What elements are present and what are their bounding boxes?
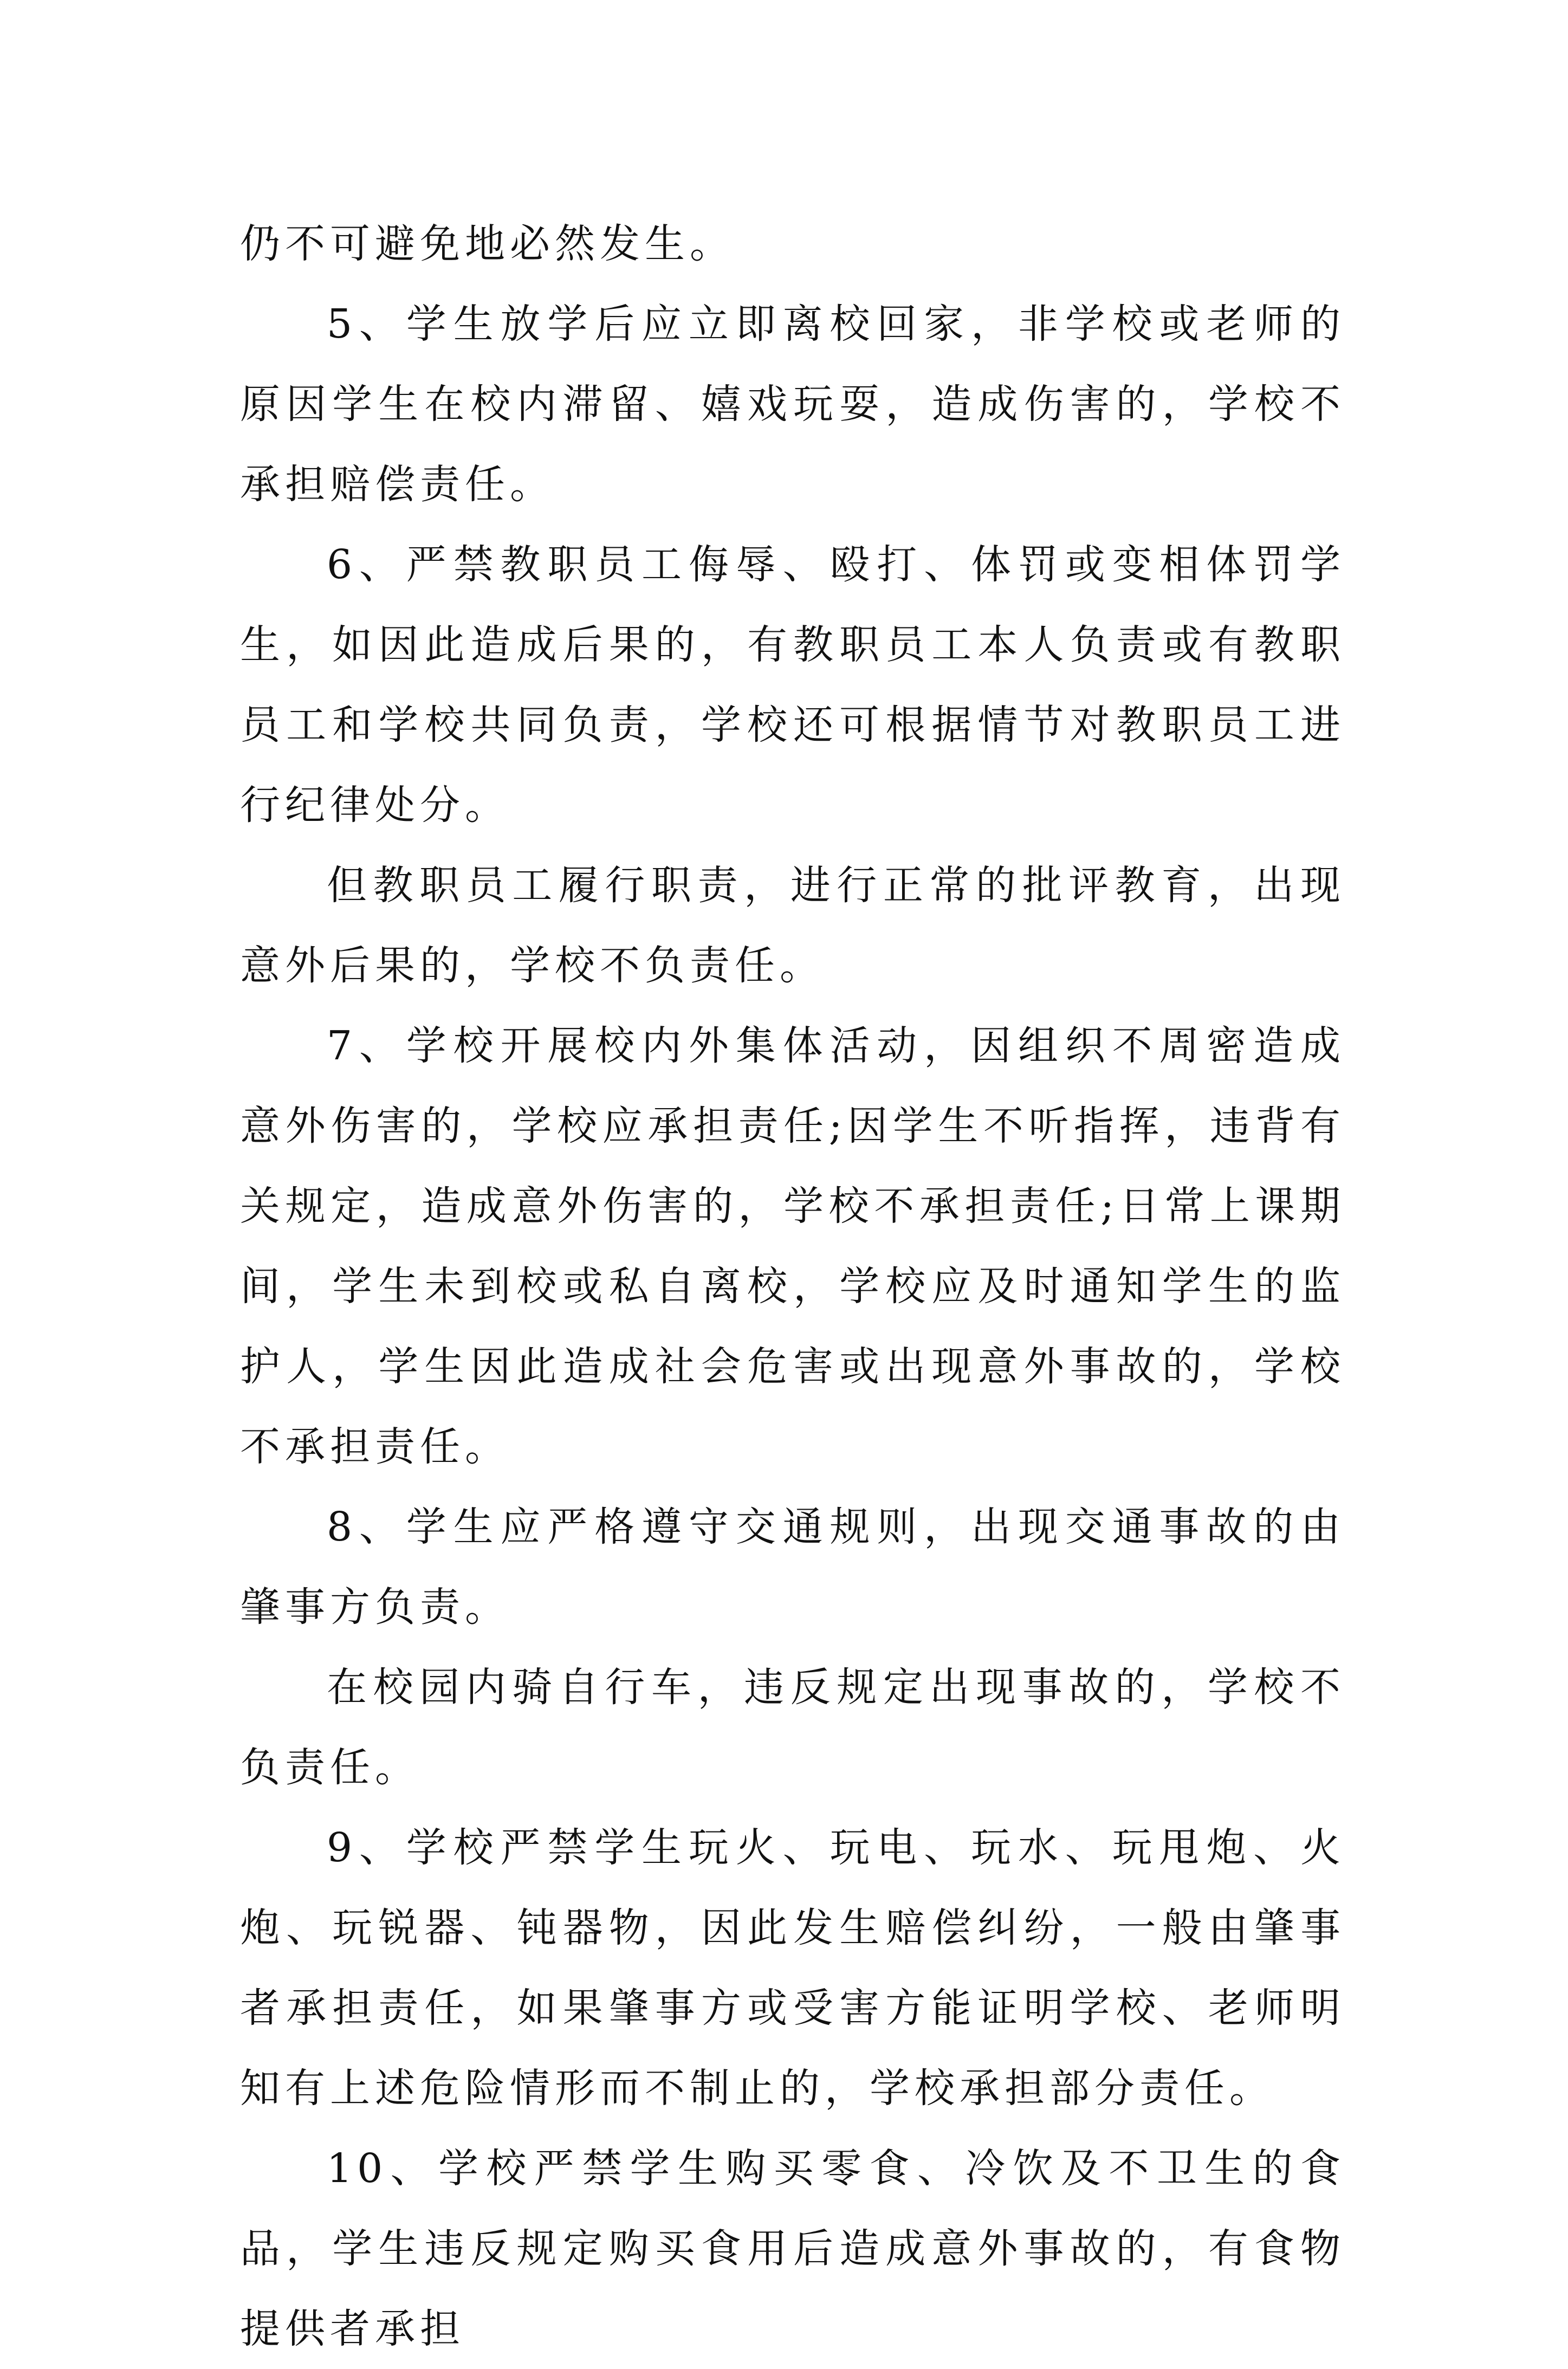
paragraph-item-10: 10、学校严禁学生购买零食、冷饮及不卫生的食品，学生违反规定购买食用后造成意外事故的，有食物提供者承担	[240, 2145, 1345, 2352]
paragraph-item-6: 6、严禁教职员工侮辱、殴打、体罚或变相体罚学生，如因此造成后果的，有教职员工本人负责或有教职员工和学校共同负责，学校还可根据情节对教职员工进行纪律处分。	[240, 541, 1345, 828]
paragraph-item-7: 7、学校开展校内外集体活动，因组织不周密造成意外伤害的，学校应承担责任;因学生不听指挥，违背有关规定，造成意外伤害的，学校不承担责任;日常上课期间，学生未到校或私自离校，学校应及时通知学生的监护人，学生因此造成社会危害或出现意外事故的，学校不承担责任。	[240, 1022, 1345, 1470]
paragraph-item-5: 5、学生放学后应立即离校回家，非学校或老师的原因学生在校内滞留、嬉戏玩耍，造成伤害的，学校不承担赔偿责任。	[240, 301, 1345, 508]
paragraph-continuation: 仍不可避免地必然发生。	[240, 221, 735, 267]
paragraph-item-9: 9、学校严禁学生玩火、玩电、玩水、玩甩炮、火炮、玩锐器、钝器物，因此发生赔偿纠纷，一般由肇事者承担责任，如果肇事方或受害方能证明学校、老师明知有上述危险情形而不制止的，学校承担部分责任。	[240, 1824, 1345, 2112]
paragraph-item-6-note: 但教职员工履行职责，进行正常的批评教育，出现意外后果的，学校不负责任。	[240, 862, 1345, 989]
document-body	[240, 204, 1345, 2369]
paragraph-item-8-note: 在校园内骑自行车，违反规定出现事故的，学校不负责任。	[240, 1664, 1345, 1791]
paragraph-item-8: 8、学生应严格遵守交通规则，出现交通事故的由肇事方负责。	[240, 1504, 1345, 1630]
